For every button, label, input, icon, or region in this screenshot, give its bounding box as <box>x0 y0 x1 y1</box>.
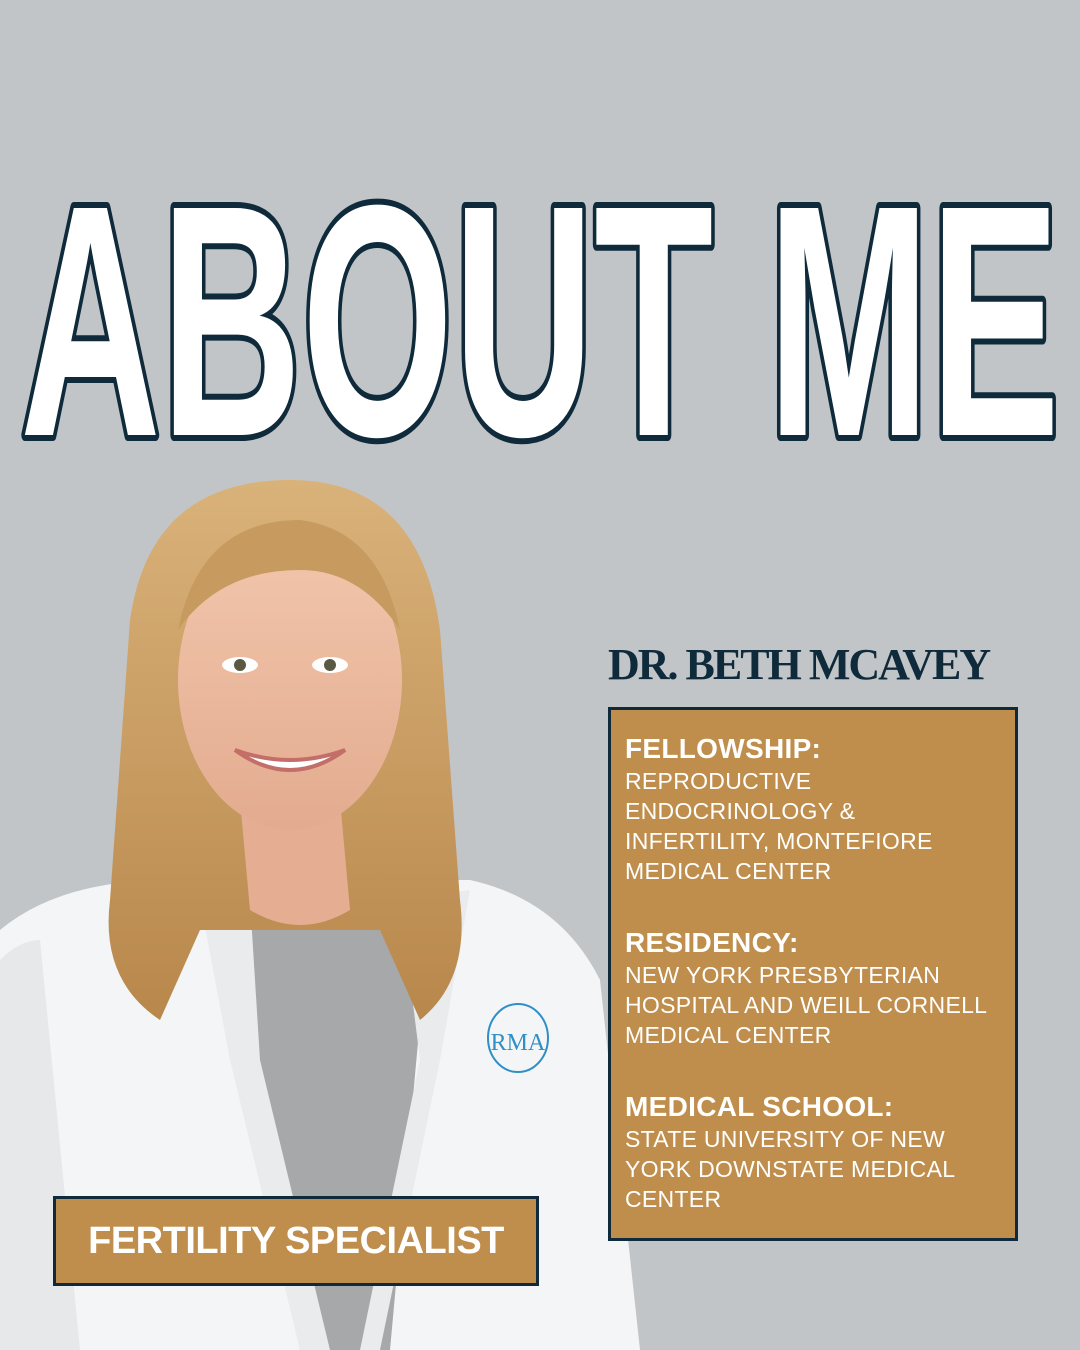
credential-body: NEW YORK PRESBYTERIAN HOSPITAL AND WEILL CORNELL MEDICAL CENTER <box>625 962 987 1048</box>
credential-body: REPRODUCTIVE ENDOCRINOLOGY & INFERTILITY, MONTEFIORE MEDICAL CENTER <box>625 768 933 884</box>
credential-medical-school <box>625 1090 1001 1214</box>
credential-title: MEDICAL SCHOOL: <box>625 1091 894 1122</box>
credential-title: RESIDENCY: <box>625 927 799 958</box>
doctor-name: DR. BETH MCAVEY <box>608 640 990 689</box>
headline-text: ABOUT ME <box>20 136 1060 450</box>
about-me-headline <box>0 30 1080 450</box>
specialty-badge <box>53 1196 539 1286</box>
credential-body: STATE UNIVERSITY OF NEW YORK DOWNSTATE MEDICAL CENTER <box>625 1126 955 1212</box>
credential-residency <box>625 926 1001 1050</box>
credentials-box <box>608 707 1018 1241</box>
specialty-badge-label: FERTILITY SPECIALIST <box>88 1219 504 1262</box>
credential-fellowship <box>625 732 1001 886</box>
rma-logo-text: RMA <box>490 1030 546 1056</box>
credential-title: FELLOWSHIP: <box>625 733 822 764</box>
